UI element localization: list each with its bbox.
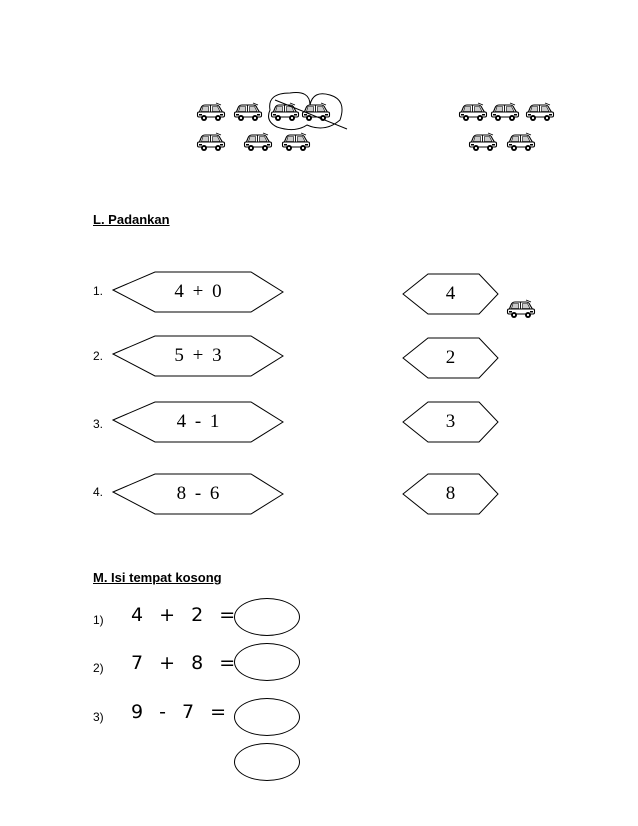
expression-hexagon[interactable] bbox=[113, 336, 283, 376]
answer-oval[interactable] bbox=[234, 598, 300, 636]
car-icon bbox=[490, 100, 520, 122]
car-icon bbox=[468, 130, 498, 152]
equation-text: 7 + 8 = bbox=[131, 652, 238, 674]
row-number: 1) bbox=[93, 613, 104, 627]
car-icon bbox=[196, 100, 226, 122]
row-number: 2) bbox=[93, 661, 104, 675]
car-icon bbox=[506, 130, 536, 152]
answer-text: 2 bbox=[445, 347, 456, 368]
row-number: 3) bbox=[93, 710, 104, 724]
expression-text: 4 - 1 bbox=[176, 411, 220, 432]
equation-text: 4 + 2 = bbox=[131, 604, 238, 626]
section-m-title: M. Isi tempat kosong bbox=[93, 570, 222, 585]
answer-oval[interactable] bbox=[234, 698, 300, 736]
answer-text: 3 bbox=[445, 411, 456, 432]
answer-oval[interactable] bbox=[234, 643, 300, 681]
row-number: 1. bbox=[93, 284, 104, 298]
car-icon bbox=[196, 130, 226, 152]
car-icon bbox=[458, 100, 488, 122]
expression-hexagon[interactable] bbox=[113, 474, 283, 514]
answer-text: 4 bbox=[445, 283, 456, 304]
row-number: 3. bbox=[93, 417, 104, 431]
answer-text: 8 bbox=[445, 483, 456, 504]
answer-oval[interactable] bbox=[234, 743, 300, 781]
row-number: 4. bbox=[93, 485, 104, 499]
scribble-mark bbox=[255, 85, 355, 145]
car-icon bbox=[525, 100, 555, 122]
answer-hexagon[interactable] bbox=[403, 402, 498, 442]
section-l-title: L. Padankan bbox=[93, 212, 170, 227]
expression-text: 5 + 3 bbox=[174, 345, 222, 366]
answer-hexagon[interactable] bbox=[403, 474, 498, 514]
expression-text: 4 + 0 bbox=[174, 281, 222, 302]
answer-hexagon[interactable] bbox=[403, 274, 498, 314]
answer-hexagon[interactable] bbox=[403, 338, 498, 378]
row-number: 2. bbox=[93, 349, 104, 363]
equation-text: 9 - 7 = bbox=[131, 701, 229, 723]
expression-text: 8 - 6 bbox=[176, 483, 220, 504]
expression-hexagon[interactable] bbox=[113, 272, 283, 312]
expression-hexagon[interactable] bbox=[113, 402, 283, 442]
car-icon bbox=[506, 297, 536, 319]
